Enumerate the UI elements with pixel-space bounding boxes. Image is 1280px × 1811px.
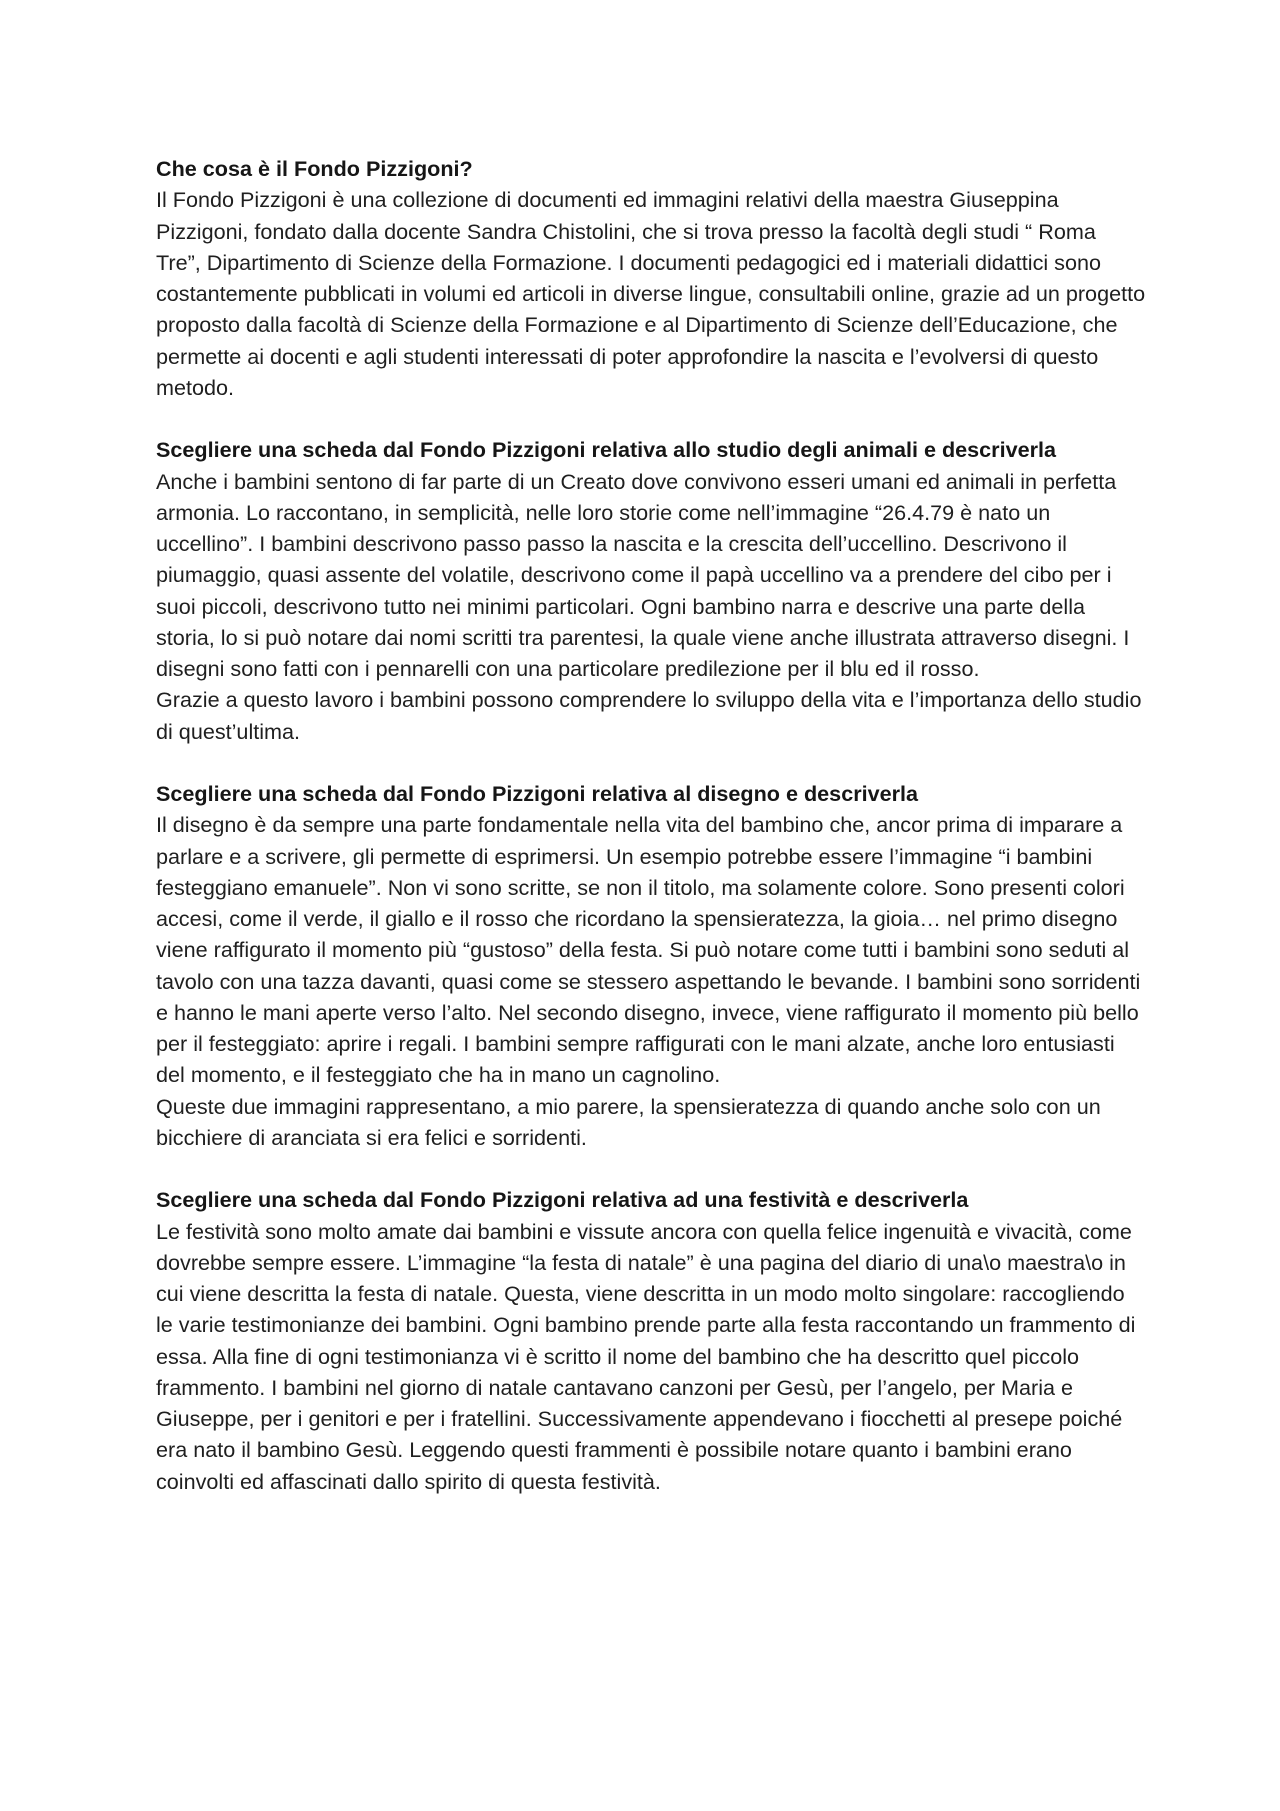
- section-paragraph: Il Fondo Pizzigoni è una collezione di documenti ed immagini relativi della maestra Giuseppina Pizzigoni, fondato dalla docente Sandra Chistolini, che si trova presso la facoltà degli studi “ Roma Tre”, Dipartimento di Scienze della Formazione. I documenti pedagogici ed i materiali didattici sono costantemente pubblicati in volumi ed articoli in diverse lingue, consultabili online, grazie ad un progetto proposto dalla facoltà di Scienze della Formazione e al Dipartimento di Scienze dell’Educazione, che permette ai docenti e agli studenti interessati di poter approfondire la nascita e l’evolversi di questo metodo.: [156, 187, 1146, 400]
- section-fondo-pizzigoni: [156, 153, 1146, 403]
- section-disegno: [156, 778, 1146, 1153]
- document-body: [156, 153, 1146, 1497]
- section-paragraph: Grazie a questo lavoro i bambini possono comprendere lo sviluppo della vita e l’importanza dello studio di quest’ultima.: [156, 687, 1142, 744]
- section-heading: Scegliere una scheda dal Fondo Pizzigoni relativa al disegno e descriverla: [156, 781, 919, 806]
- section-heading: Scegliere una scheda dal Fondo Pizzigoni relativa ad una festività e descriverla: [156, 1187, 969, 1213]
- section-paragraph: Queste due immagini rappresentano, a mio parere, la spensieratezza di quando anche solo con un bicchiere di aranciata si era felici e sorridenti.: [156, 1093, 1101, 1150]
- section-paragraph: Anche i bambini sentono di far parte di un Creato dove convivono esseri umani ed animali in perfetta armonia. Lo raccontano, in semplicità, nelle loro storie come nell’immagine “26.4.79 è nato un uccellino”. I bambini descrivono passo passo la nascita e la crescita dell’uccellino. Descrivono il piumaggio, quasi assente del volatile, descrivono come il papà uccellino va a prendere del cibo per i suoi piccoli, descrivono tutto nei minimi particolari. Ogni bambino narra e descrive una parte della storia, lo si può notare dai nomi scritti tra parentesi, la quale viene anche illustrata attraverso disegni. I disegni sono fatti con i pennarelli con una particolare predilezione per il blu ed il rosso.: [156, 468, 1130, 681]
- section-paragraph: Il disegno è da sempre una parte fondamentale nella vita del bambino che, ancor prima di imparare a parlare e a scrivere, gli permette di esprimersi. Un esempio potrebbe essere l’immagine “i bambini festeggiano emanuele”. Non vi sono scritte, se non il titolo, ma solamente colore. Sono presenti colori accesi, come il verde, il giallo e il rosso che ricordano la spensieratezza, la gioia… nel primo disegno viene raffigurato il momento più “gustoso” della festa. Si può notare come tutti i bambini sono seduti al tavolo con una tazza davanti, quasi come se stessero aspettando le bevande. I bambini sono sorridenti e hanno le mani aperte verso l’alto. Nel secondo disegno, invece, viene raffigurato il momento più bello per il festeggiato: aprire i regali. I bambini sempre raffigurati con le mani alzate, anche loro entusiasti del momento, e il festeggiato che ha in mano un cagnolino.: [156, 812, 1141, 1088]
- section-animali: [156, 434, 1146, 747]
- section-heading: Che cosa è il Fondo Pizzigoni?: [156, 156, 473, 181]
- section-paragraph: Le festività sono molto amate dai bambini e vissute ancora con quella felice ingenuità e vivacità, come dovrebbe sempre essere. L’immagine “la festa di natale” è una pagina del diario di una\o maestra\o in cui viene descritta la festa di natale. Questa, viene descritta in un modo molto singolare: raccogliendo le varie testimonianze dei bambini. Ogni bambino prende parte alla festa raccontando un frammento di essa. Alla fine di ogni testimonianza vi è scritto il nome del bambino che ha descritto quel piccolo frammento. I bambini nel giorno di natale cantavano canzoni per Gesù, per l’angelo, per Maria e Giuseppe, per i genitori e per i fratellini. Successivamente appendevano i fiocchetti al presepe poiché era nato il bambino Gesù. Leggendo questi frammenti è possibile notare quanto i bambini erano coinvolti ed affascinati dallo spirito di questa festività.: [156, 1218, 1136, 1494]
- section-festivita: [156, 1184, 1146, 1497]
- section-heading: Scegliere una scheda dal Fondo Pizzigoni relativa allo studio degli animali e descriverla: [156, 437, 1057, 463]
